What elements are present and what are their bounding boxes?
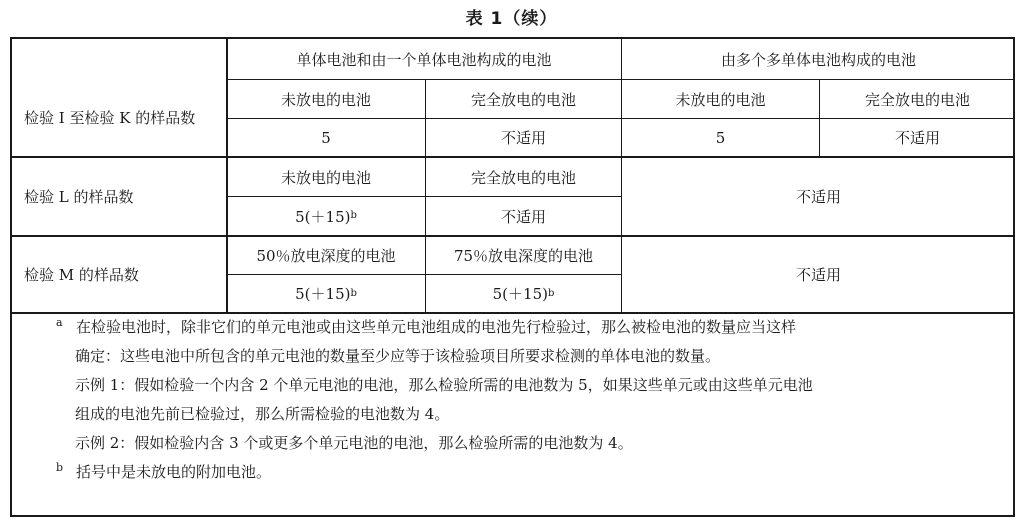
l-sub-2: 完全放电的电池 bbox=[470, 168, 576, 187]
l-val-1: 5(＋15) b bbox=[295, 207, 357, 226]
ik-sub-4: 完全放电的电池 bbox=[864, 90, 970, 109]
ik-val-1: 5 bbox=[321, 128, 331, 147]
table-title: 表 1（续） bbox=[465, 9, 558, 29]
table-notes bbox=[22, 313, 1007, 487]
m-sub-1: 50％放电深度的电池 bbox=[256, 247, 396, 265]
ik-val-4: 不适用 bbox=[894, 129, 940, 147]
ik-val-2: 不适用 bbox=[500, 129, 546, 147]
header-group1: 单体电池和由一个单体电池构成的电池 bbox=[296, 50, 552, 69]
m-val-2: 5(＋15) b bbox=[492, 285, 555, 303]
ik-sub-3: 未放电的电池 bbox=[675, 90, 766, 109]
l-val-2: 不适用 bbox=[500, 207, 546, 226]
note-b-text: 括号中是未放电的附加电池。 bbox=[76, 463, 272, 481]
note-example1-line1: 示例 1：假如检验一个内含 2 个单元电池的电池，那么检验所需的电池数为 5，如果这些单元或由这些单元电池 bbox=[75, 376, 813, 394]
ik-val-3: 5 bbox=[715, 128, 726, 147]
row-label-l: 检验 L 的样品数 bbox=[24, 188, 134, 206]
note-a-line1: a 在检验电池时，除非它们的单元电池或由这些单元电池组成的电池先行检验过，那么被检电池的数量应当这样 bbox=[56, 316, 797, 336]
ik-sub-2: 完全放电的电池 bbox=[470, 90, 576, 109]
m-sub-2: 75％放电深度的电池 bbox=[453, 247, 594, 265]
note-example1-line2: 组成的电池先前已检验过，那么所需检验的电池数为 4。 bbox=[75, 405, 450, 423]
header-group2: 由多个多单体电池构成的电池 bbox=[720, 50, 916, 69]
row-label-m: 检验 M 的样品数 bbox=[24, 266, 139, 284]
ik-sub-1: 未放电的电池 bbox=[280, 90, 371, 109]
row-label-ik: 检验 I 至检验 K 的样品数 bbox=[24, 109, 196, 127]
m-merged: 不适用 bbox=[795, 266, 841, 284]
l-merged: 不适用 bbox=[795, 188, 841, 206]
note-a-text-1: 在检验电池时，除非它们的单元电池或由这些单元电池组成的电池先行检验过，那么被检电池的数量应当这样 bbox=[76, 318, 797, 336]
m-val-2-text: 5(＋15) bbox=[492, 285, 548, 303]
note-a-line2: 确定：这些电池中所包含的单元电池的数量至少应等于该检验项目所要求检测的单体电池的数量。 bbox=[75, 347, 721, 365]
l-val-1-text: 5(＋15) bbox=[295, 207, 351, 226]
note-b: b 括号中是未放电的附加电池。 bbox=[56, 461, 272, 481]
m-val-1-text: 5(＋15) bbox=[295, 285, 351, 303]
m-val-1: 5(＋15) b bbox=[295, 285, 357, 303]
note-example2: 示例 2：假如检验内含 3 个或更多个单元电池的电池，那么检验所需的电池数为 4。 bbox=[75, 434, 633, 452]
l-sub-1: 未放电的电池 bbox=[280, 168, 371, 187]
